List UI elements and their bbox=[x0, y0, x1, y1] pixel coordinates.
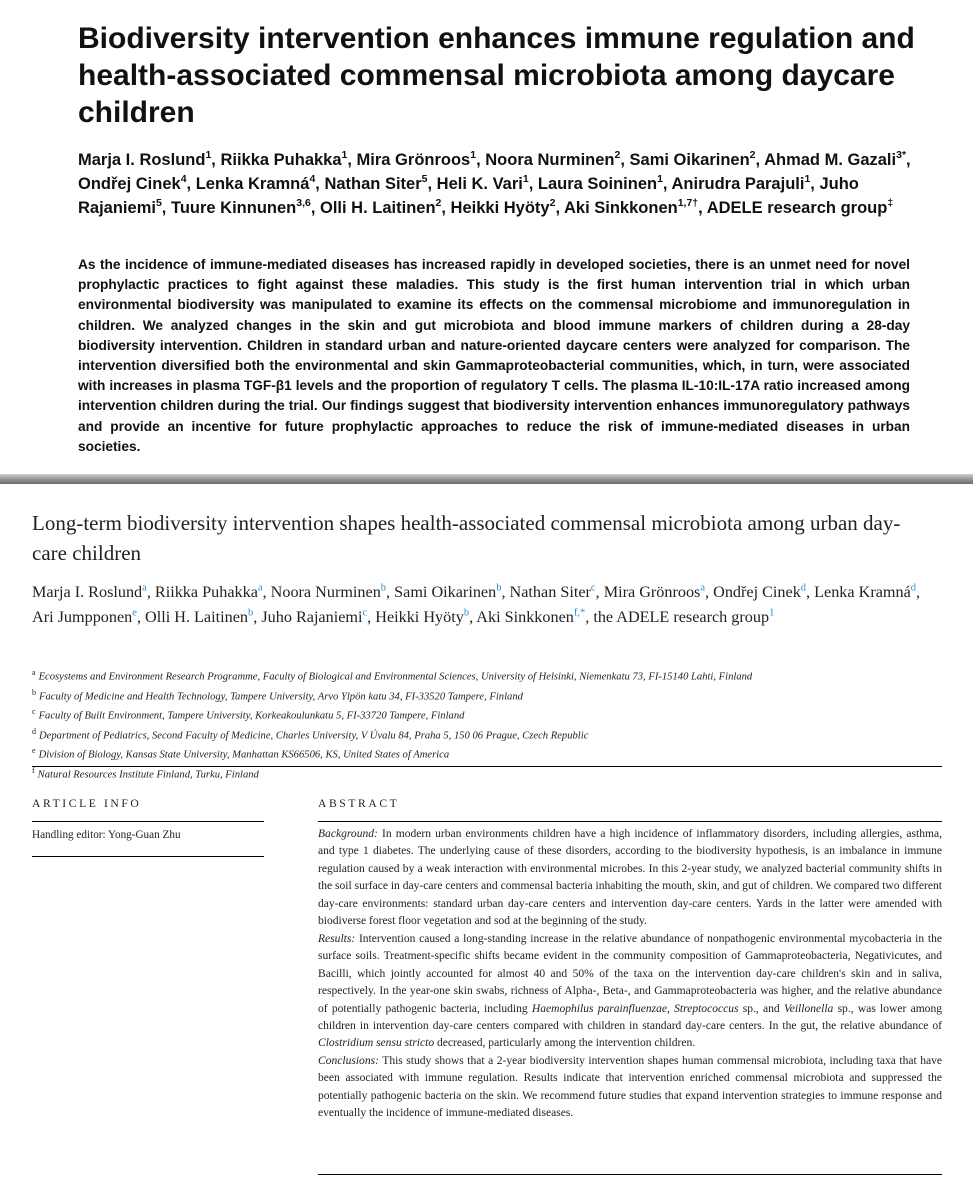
results-label: Results: bbox=[318, 932, 356, 945]
paper-2-author-name: the ADELE research group bbox=[593, 607, 770, 626]
paper-2-author bbox=[261, 608, 367, 626]
paper-2-author-name: Ari Jumpponen bbox=[32, 607, 133, 626]
paper-1-author bbox=[78, 148, 212, 169]
paper-1-author-affiliation-mark: 1 bbox=[804, 172, 811, 185]
paper-2-author bbox=[713, 583, 806, 601]
paper-2-author bbox=[155, 583, 263, 601]
paper-1-author bbox=[170, 196, 311, 217]
paper-2-author-affiliation-mark: b bbox=[247, 607, 254, 619]
affiliation-item bbox=[32, 704, 952, 724]
results-text-5: decreased, particularly among the intervention children. bbox=[434, 1037, 696, 1050]
paper-1-author-affiliation-mark: 4 bbox=[309, 172, 316, 185]
paper-2-author-name: Riikka Puhakka bbox=[154, 583, 258, 601]
affiliation-item bbox=[32, 685, 952, 705]
paper-1-author-name: Aki Sinkkonen bbox=[564, 199, 678, 217]
paper-2-author-affiliation-mark: d bbox=[800, 582, 807, 594]
affiliation-text: Ecosystems and Environment Research Programme, Faculty of Biological and Environmental Sciences, University of Helsinki, Niemenkatu 73, FI-15140 Lahti, Finland bbox=[38, 671, 753, 683]
abstract-bottom-rule bbox=[318, 1174, 942, 1175]
paper-1-author bbox=[629, 148, 756, 169]
paper-2-author-affiliation-mark: d bbox=[910, 582, 917, 594]
paper-2-author-affiliation-mark: e bbox=[132, 607, 137, 619]
paper-2-author bbox=[145, 608, 253, 626]
paper-2-author-affiliation-mark: a bbox=[142, 582, 147, 594]
paper-2-author bbox=[271, 583, 386, 601]
paper-1-author-affiliation-mark: 1 bbox=[205, 148, 212, 161]
background-text: In modern urban environments children have a high incidence of inflammatory disorders, including allergies, asthma, and type 1 diabetes. The underlying cause of these disorders, according to the biodiversity hypothesis, is an imbalance in immune regulation caused by a weak interaction with environmental microbes. In this 2-year study, we analyzed bacterial community shifts in the soil surface in day-care centers and commensal bacteria inhabiting the mouth, skin, and gut of children. We compared two different day-care environments: standard urban day-care centers and intervention day-care centers. Yards in the latter were amended with biodiverse forest floor vegetation and sod at the beginning of the study. bbox=[318, 828, 943, 928]
paper-2-author bbox=[394, 583, 501, 601]
paper-1-author bbox=[356, 148, 477, 169]
paper-2-author-name: Juho Rajaniemi bbox=[261, 607, 363, 626]
paper-2-author bbox=[510, 583, 596, 601]
paper-1-author bbox=[564, 196, 699, 217]
article-info-rule bbox=[32, 821, 264, 822]
paper-1-author-name: Mira Grönroos bbox=[356, 151, 471, 169]
affiliation-key: f bbox=[32, 765, 35, 775]
paper-1-author-affiliation-mark: 2 bbox=[749, 148, 756, 161]
affiliation-text: Faculty of Built Environment, Tampere University, Korkeakoulunkatu 5, FI-33720 Tampere, Finland bbox=[38, 710, 465, 722]
paper-1-author-affiliation-mark: 5 bbox=[421, 172, 428, 185]
paper-1-author-affiliation-mark: 1 bbox=[341, 148, 348, 161]
paper-1-author-name: Juho Rajaniemi bbox=[78, 175, 859, 217]
paper-1-author-affiliation-mark: 1,7† bbox=[677, 196, 699, 209]
affiliation-key: d bbox=[32, 726, 36, 736]
section-divider bbox=[0, 474, 973, 484]
taxon-clostridium: Clostridium sensu stricto bbox=[318, 1037, 435, 1050]
paper-2-author-name: Nathan Siter bbox=[509, 583, 591, 601]
paper-2-author-affiliation-mark: b bbox=[496, 582, 502, 594]
article-info-heading: ARTICLE INFO bbox=[32, 797, 142, 810]
paper-2-author-affiliation-mark: a bbox=[257, 582, 263, 594]
affiliation-item bbox=[32, 665, 952, 685]
affiliation-key: e bbox=[32, 746, 36, 756]
paper-2-author bbox=[32, 583, 147, 601]
paper-1-author-name: Ahmad M. Gazali bbox=[764, 151, 897, 169]
paper-2-author-name: Lenka Kramná bbox=[814, 583, 911, 601]
paper-1-author-affiliation-mark: 5 bbox=[155, 196, 162, 209]
paper-2-author-name: Mira Grönroos bbox=[603, 583, 701, 601]
paper-1-author bbox=[78, 172, 187, 193]
paper-1-author-name: Tuure Kinnunen bbox=[170, 199, 297, 217]
abstract-rule bbox=[318, 821, 942, 822]
affiliation-text: Department of Pediatrics, Second Faculty of Medicine, Charles University, V Úvalu 84, Praha 5, 150 06 Prague, Czech Republic bbox=[39, 730, 589, 742]
paper-1 bbox=[0, 0, 973, 470]
affiliation-item bbox=[32, 724, 952, 744]
paper-1-author-name: Marja I. Roslund bbox=[78, 151, 206, 169]
paper-2-author-affiliation-mark: c bbox=[362, 607, 368, 619]
affiliation-key: c bbox=[32, 707, 36, 717]
paper-1-author-name: Ondřej Cinek bbox=[78, 175, 181, 193]
paper-2-title: Long-term biodiversity intervention shapes health-associated commensal microbiota among urban day-care children bbox=[32, 511, 901, 565]
paper-1-author-affiliation-mark: 1 bbox=[657, 172, 663, 185]
paper-2-author-affiliation-mark: c bbox=[590, 582, 596, 594]
paper-1-author-affiliation-mark: 2 bbox=[549, 196, 556, 209]
paper-1-author-affiliation-mark: ‡ bbox=[887, 196, 894, 209]
conclusions-text: This study shows that a 2-year biodiversity intervention shapes human commensal microbiota, including taxa that have been associated with immune regulation. Results indicate that intervention enriched commensal microbiota and suppressed the potentially pathogenic bacteria on the skin. We recommend future studies that expand intervention strategies to immune response and eventually the incidence of immune-mediated diseases. bbox=[318, 1054, 942, 1120]
paper-1-author-name: Heikki Hyöty bbox=[450, 199, 550, 217]
paper-1-author-affiliation-mark: 2 bbox=[435, 196, 442, 209]
paper-1-author-affiliation-mark: 3,6 bbox=[296, 196, 311, 209]
paper-1-author-name: Anirudra Parajuli bbox=[671, 175, 805, 193]
results-text-1: Intervention caused a long-standing increase in the relative abundance of nonpathogenic environmental mycobacteria in the surface soils. Treatment-specific shifts became evident in the community composition of Gammaproteobacteria, Negativicutes, and Bacilli, which jointly accounted for almost 40 and 50% of the taxa on the intervention day-care children's skin and in saliva, respectively. In the year-one skin swabs, richness of Alpha-, Beta-, and Gammaproteobacteria was higher, and the relative abundance of potentially pathogenic bacteria, including bbox=[318, 932, 942, 1015]
paper-2-author-name: Olli H. Laitinen bbox=[145, 607, 248, 626]
paper-2-author bbox=[476, 608, 585, 626]
paper-2-author-name: Sami Oikarinen bbox=[394, 583, 497, 601]
paper-1-author bbox=[537, 172, 663, 193]
handling-editor: Handling editor: Yong-Guan Zhu bbox=[32, 829, 181, 841]
paper-1-author-name: Laura Soininen bbox=[537, 175, 658, 193]
paper-2-author bbox=[593, 608, 774, 626]
paper-2-author-affiliation-mark: b bbox=[380, 582, 387, 594]
affiliation-key: b bbox=[32, 687, 36, 697]
paper-1-author-name: Lenka Kramná bbox=[195, 175, 310, 193]
paper-1-title: Biodiversity intervention enhances immune regulation and health-associated commensal microbiota among daycare children bbox=[78, 22, 915, 129]
paper-1-author bbox=[764, 148, 907, 169]
paper-2-author bbox=[814, 583, 916, 601]
abstract-heading: ABSTRACT bbox=[318, 797, 400, 810]
paper-1-author bbox=[320, 196, 442, 217]
header-rule bbox=[32, 766, 942, 767]
paper-2 bbox=[0, 484, 973, 1200]
paper-1-author-affiliation-mark: 2 bbox=[614, 148, 621, 161]
results-text-3: sp., and bbox=[738, 1002, 784, 1015]
paper-2-author bbox=[604, 583, 705, 601]
paper-1-author-name: Heli K. Vari bbox=[436, 175, 523, 193]
paper-1-author-affiliation-mark: 1 bbox=[522, 172, 529, 185]
taxon-streptococcus: Streptococcus bbox=[674, 1002, 739, 1015]
paper-1-author bbox=[706, 196, 894, 217]
paper-1-author bbox=[671, 172, 811, 193]
affiliation-item bbox=[32, 743, 952, 763]
abstract-body bbox=[318, 826, 942, 1123]
paper-2-author-name: Noora Nurminen bbox=[270, 583, 381, 601]
paper-2-author-name: Aki Sinkkonen bbox=[476, 607, 574, 626]
paper-2-authors: Marja I. Roslund$^a$, Riikka Puhakka$^a$, Noora Nurminen$^b$, Sami Oikarinen$^b$, Nathan Siter$^c$, Mira Grönroos$^a$, Ondřej Cinek$^d$, Lenka Kramná$^d$, Ari Jumpponen$^e$, Olli H. Laitinen$^b$, Juho Rajaniemi$^c$, Heikki Hyöty$^b$, Aki Sinkkonen$^{f,*}$, the ADELE research group$^1$ bbox=[32, 582, 921, 626]
paper-1-author-affiliation-mark: 3* bbox=[896, 148, 907, 161]
paper-1-author bbox=[485, 148, 621, 169]
conclusions-label: Conclusions: bbox=[318, 1054, 379, 1067]
paper-1-author-name: Noora Nurminen bbox=[485, 151, 615, 169]
paper-2-author-name: Heikki Hyöty bbox=[375, 607, 464, 626]
paper-1-author-name: ADELE research group bbox=[706, 199, 888, 217]
paper-1-abstract: As the incidence of immune-mediated diseases has increased rapidly in developed societies, there is an unmet need for novel prophylactic practices to fight against these maladies. This study is the first human intervention trial in which urban environmental biodiversity was manipulated to examine its effects on the commensal microbiome and immunoregulation in children. We analyzed changes in the skin and gut microbiota and blood immune markers of children during a 28-day biodiversity intervention. Children in standard urban and nature-oriented daycare centers were analyzed for comparison. The intervention diversified both the environmental and skin Gammaproteobacterial communities, which, in turn, were associated with increases in plasma TGF-β1 levels and the proportion of regulatory T cells. The plasma IL-10:IL-17A ratio increased among intervention children during the trial. Our findings suggest that biodiversity intervention enhances immunoregulatory pathways and provide an incentive for future prophylactic approaches to reduce the risk of immune-mediated diseases in urban societies. bbox=[78, 257, 910, 454]
paper-1-author bbox=[324, 172, 428, 193]
affiliation-text: Natural Resources Institute Finland, Turku, Finland bbox=[37, 769, 259, 781]
paper-1-authors: Marja I. Roslund$^1$, Riikka Puhakka$^1$, Mira Grönroos$^1$, Noora Nurminen$^2$, Sami Oikarinen$^2$, Ahmad M. Gazali$^{3*}$, Ondřej Cinek$^4$, Lenka Kramná$^4$, Nathan Siter$^5$, Heli K. Vari$^1$, Laura Soininen$^1$, Anirudra Parajuli$^1$, Juho Rajaniemi$^5$, Tuure Kinnunen$^{3,6}$, Olli H. Laitinen$^2$, Heikki Hyöty$^2$, Aki Sinkkonen$^{1,7\dagger}$, ADELE research group‡ bbox=[78, 148, 911, 217]
paper-2-author-affiliation-mark: f,* bbox=[573, 607, 586, 619]
paper-1-author-affiliation-mark: 1 bbox=[470, 148, 477, 161]
paper-2-author-affiliation-mark: 1 bbox=[769, 607, 775, 619]
paper-1-author-name: Riikka Puhakka bbox=[220, 151, 342, 169]
paper-2-author-affiliation-mark: a bbox=[700, 582, 706, 594]
taxon-veillonella: Veillonella bbox=[783, 1002, 834, 1015]
taxon-haemophilus: Haemophilus parainfluenzae bbox=[531, 1002, 668, 1015]
abstract-background bbox=[318, 826, 942, 931]
results-text-2: , bbox=[667, 1002, 675, 1015]
paper-2-author bbox=[32, 608, 137, 626]
affiliation-text: Division of Biology, Kansas State University, Manhattan KS66506, KS, United States of America bbox=[38, 749, 450, 761]
paper-1-author bbox=[195, 172, 316, 193]
paper-2-author-name: Marja I. Roslund bbox=[32, 583, 143, 601]
abstract-conclusions bbox=[318, 1053, 942, 1123]
paper-1-author-name: Olli H. Laitinen bbox=[320, 199, 436, 217]
background-label: Background: bbox=[318, 828, 378, 840]
paper-1-author bbox=[450, 196, 556, 217]
abstract-results bbox=[318, 931, 942, 1053]
affiliation-text: Faculty of Medicine and Health Technology, Tampere University, Arvo Ylpön katu 34, FI-33520 Tampere, Finland bbox=[39, 691, 523, 703]
paper-1-author-affiliation-mark: 4 bbox=[180, 172, 187, 185]
paper-2-affiliations bbox=[32, 665, 952, 782]
paper-1-author bbox=[436, 172, 529, 193]
affiliation-key: a bbox=[32, 668, 36, 677]
paper-2-author bbox=[375, 608, 469, 626]
results-text-4: sp., was lower among children in intervention day-care centers compared with children in standard day-care centers. In the gut, the relative abundance of bbox=[318, 1002, 943, 1032]
paper-1-author-name: Sami Oikarinen bbox=[629, 151, 750, 169]
paper-1-author-name: Nathan Siter bbox=[324, 175, 422, 193]
paper-2-author-affiliation-mark: b bbox=[463, 607, 470, 619]
paper-2-author-name: Ondřej Cinek bbox=[713, 583, 801, 601]
article-info-bottom-rule bbox=[32, 856, 264, 857]
paper-1-author bbox=[220, 148, 348, 169]
